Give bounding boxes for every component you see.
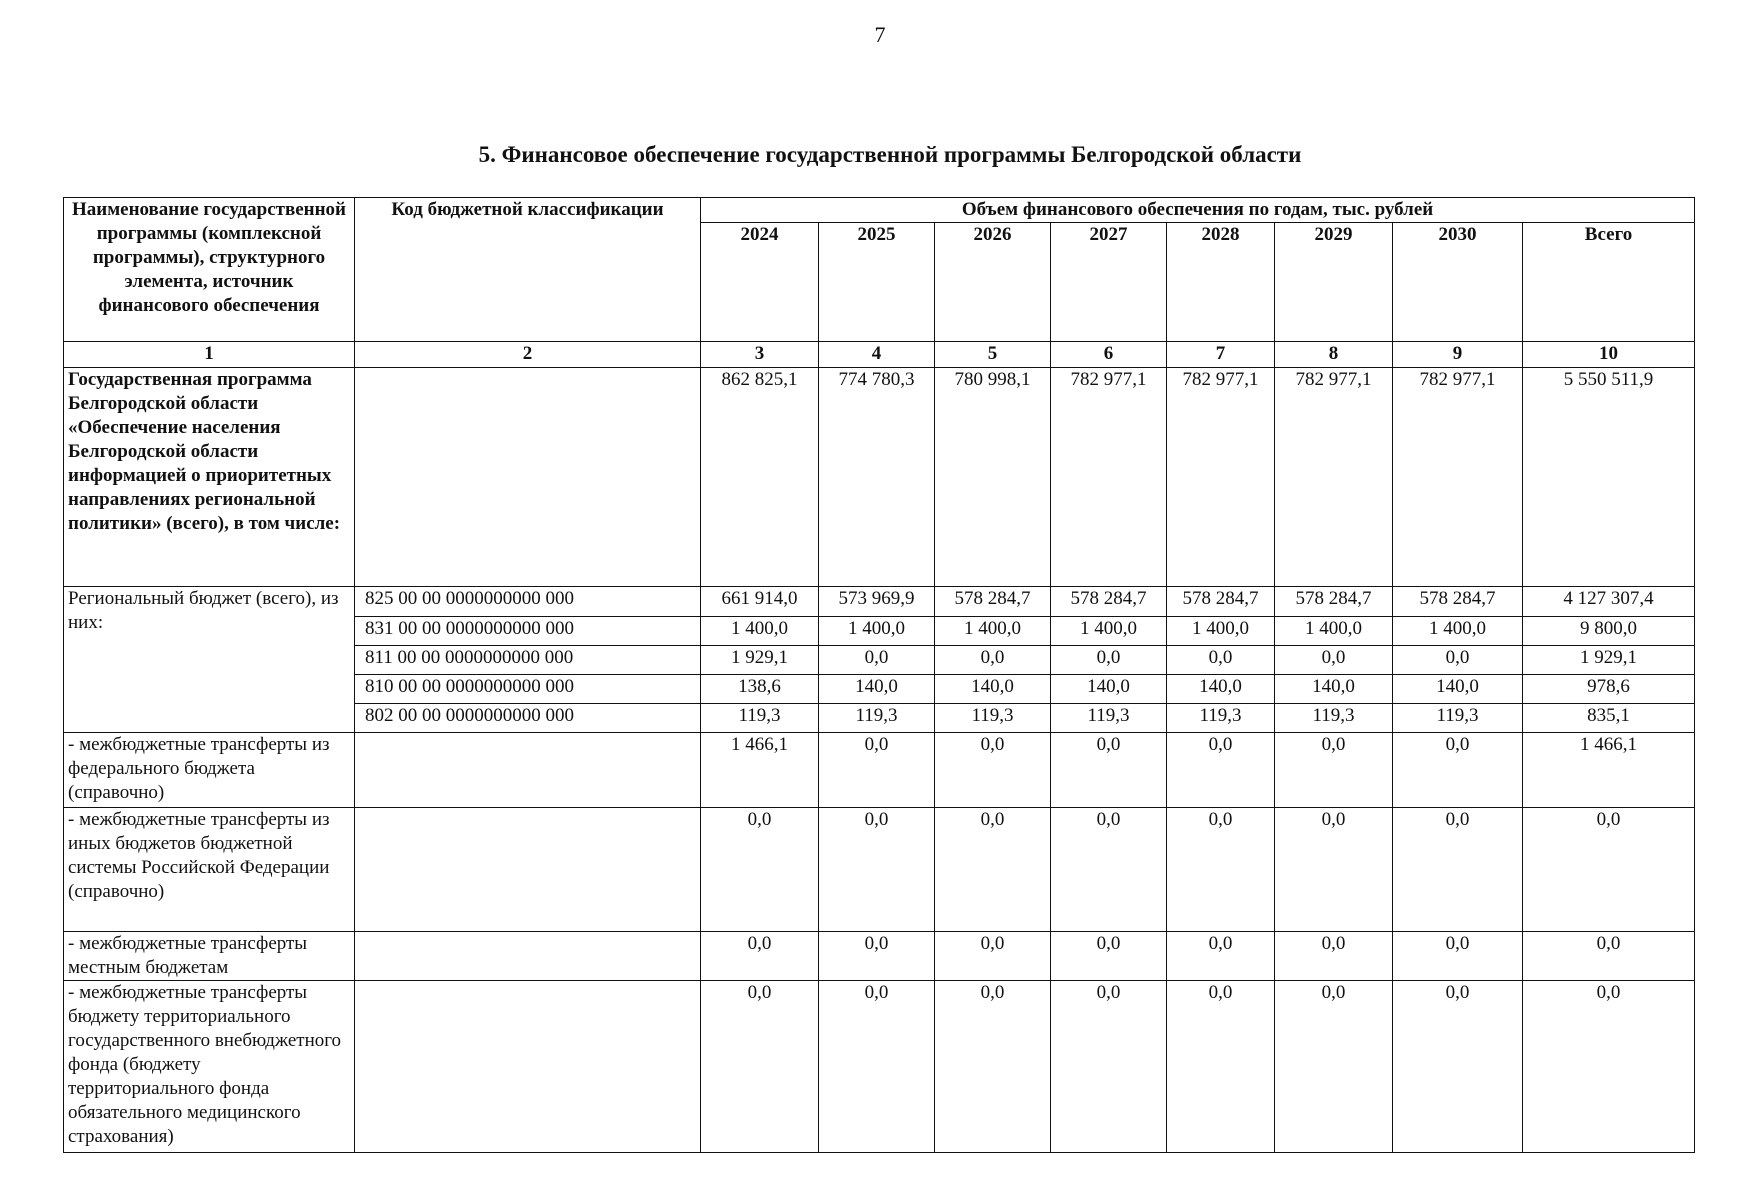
- value-cell: 0,0: [1393, 980, 1523, 1152]
- row-code: [355, 980, 701, 1152]
- header-year: 2030: [1393, 223, 1523, 342]
- financing-table: [63, 197, 1695, 1153]
- value-cell: 119,3: [1051, 704, 1167, 733]
- value-cell: 0,0: [819, 980, 935, 1152]
- value-cell: 0,0: [1167, 733, 1275, 807]
- value-cell: 1 929,1: [701, 645, 819, 674]
- value-cell: 1 400,0: [1051, 616, 1167, 645]
- value-cell: 0,0: [1051, 980, 1167, 1152]
- value-cell: 774 780,3: [819, 368, 935, 587]
- header-code: Код бюджетной классификации: [355, 198, 701, 342]
- column-index: 6: [1051, 341, 1167, 367]
- value-cell: 782 977,1: [1275, 368, 1393, 587]
- value-cell: 140,0: [1393, 674, 1523, 703]
- value-cell: 1 400,0: [935, 616, 1051, 645]
- value-cell: 0,0: [1275, 980, 1393, 1152]
- value-cell: 0,0: [701, 980, 819, 1152]
- value-cell: 0,0: [1051, 807, 1167, 931]
- value-cell: 578 284,7: [1275, 587, 1393, 616]
- value-cell: 978,6: [1523, 674, 1695, 703]
- header-year: 2026: [935, 223, 1051, 342]
- table-row-transfers-other: [64, 807, 1695, 931]
- value-cell: 0,0: [701, 807, 819, 931]
- header-total: Всего: [1523, 223, 1695, 342]
- row-name: Региональный бюджет (всего), из них:: [64, 587, 355, 733]
- value-cell: 0,0: [1523, 807, 1695, 931]
- value-cell: 835,1: [1523, 704, 1695, 733]
- value-cell: 0,0: [1051, 733, 1167, 807]
- value-cell: 0,0: [819, 807, 935, 931]
- value-cell: 119,3: [1393, 704, 1523, 733]
- value-cell: 0,0: [819, 931, 935, 980]
- value-cell: 119,3: [819, 704, 935, 733]
- header-year: 2025: [819, 223, 935, 342]
- column-index: 9: [1393, 341, 1523, 367]
- column-index: 4: [819, 341, 935, 367]
- column-index: 7: [1167, 341, 1275, 367]
- value-cell: 0,0: [935, 807, 1051, 931]
- value-cell: 0,0: [1167, 807, 1275, 931]
- value-cell: 782 977,1: [1393, 368, 1523, 587]
- row-code: [355, 368, 701, 587]
- value-cell: 0,0: [819, 733, 935, 807]
- row-code: [355, 807, 701, 931]
- value-cell: 140,0: [1051, 674, 1167, 703]
- value-cell: 0,0: [1523, 980, 1695, 1152]
- table-row-regional: [64, 587, 1695, 616]
- value-cell: 782 977,1: [1167, 368, 1275, 587]
- row-name: - межбюджетные трансферты местным бюджетам: [64, 931, 355, 980]
- value-cell: 1 400,0: [1393, 616, 1523, 645]
- value-cell: 0,0: [1051, 645, 1167, 674]
- header-year: 2029: [1275, 223, 1393, 342]
- value-cell: 0,0: [1393, 931, 1523, 980]
- value-cell: 4 127 307,4: [1523, 587, 1695, 616]
- value-cell: 0,0: [1275, 645, 1393, 674]
- header-name: Наименование государственной программы (комплексной программы), структурного элемента, источник финансового обеспечения: [64, 198, 355, 342]
- table-row-program: [64, 368, 1695, 587]
- value-cell: 0,0: [1393, 645, 1523, 674]
- value-cell: 1 466,1: [1523, 733, 1695, 807]
- value-cell: 782 977,1: [1051, 368, 1167, 587]
- section-title: 5. Финансовое обеспечение государственной программы Белгородской области: [478, 142, 1302, 167]
- value-cell: 0,0: [1275, 807, 1393, 931]
- header-row-1: [64, 198, 1695, 223]
- column-index: 1: [64, 341, 355, 367]
- row-name: - межбюджетные трансферты из иных бюджетов бюджетной системы Российской Федерации (справочно): [64, 807, 355, 931]
- value-cell: 578 284,7: [935, 587, 1051, 616]
- table-row-transfers-fund: [64, 980, 1695, 1152]
- value-cell: 1 400,0: [1275, 616, 1393, 645]
- value-cell: 0,0: [1167, 980, 1275, 1152]
- value-cell: 0,0: [819, 645, 935, 674]
- value-cell: 119,3: [1167, 704, 1275, 733]
- value-cell: 578 284,7: [1167, 587, 1275, 616]
- value-cell: 780 998,1: [935, 368, 1051, 587]
- row-name: - межбюджетные трансферты из федерального бюджета (справочно): [64, 733, 355, 807]
- value-cell: 0,0: [701, 931, 819, 980]
- value-cell: 140,0: [1167, 674, 1275, 703]
- value-cell: 1 400,0: [819, 616, 935, 645]
- table-row-transfers-local: [64, 931, 1695, 980]
- row-name: Государственная программа Белгородской области «Обеспечение населения Белгородской области информацией о приоритетных направлениях региональной политики» (всего), в том числе:: [64, 368, 355, 587]
- value-cell: 1 929,1: [1523, 645, 1695, 674]
- row-code: [355, 931, 701, 980]
- value-cell: 1 466,1: [701, 733, 819, 807]
- value-cell: 0,0: [1523, 931, 1695, 980]
- column-index: 10: [1523, 341, 1695, 367]
- value-cell: 119,3: [1275, 704, 1393, 733]
- value-cell: 119,3: [701, 704, 819, 733]
- column-index: 8: [1275, 341, 1393, 367]
- row-code: 810 00 00 0000000000 000: [355, 674, 701, 703]
- value-cell: 862 825,1: [701, 368, 819, 587]
- value-cell: 140,0: [935, 674, 1051, 703]
- value-cell: 0,0: [1275, 931, 1393, 980]
- value-cell: 0,0: [935, 980, 1051, 1152]
- value-cell: 140,0: [1275, 674, 1393, 703]
- row-code: 831 00 00 0000000000 000: [355, 616, 701, 645]
- row-name: - межбюджетные трансферты бюджету территориального государственного внебюджетного фонда (бюджету территориального фонда обязательного медицинского страхования): [64, 980, 355, 1152]
- column-index: 5: [935, 341, 1051, 367]
- value-cell: 119,3: [935, 704, 1051, 733]
- column-index: 3: [701, 341, 819, 367]
- value-cell: 0,0: [1051, 931, 1167, 980]
- value-cell: 0,0: [1393, 733, 1523, 807]
- value-cell: 0,0: [935, 733, 1051, 807]
- page-number: 7: [874, 22, 886, 47]
- value-cell: 1 400,0: [701, 616, 819, 645]
- value-cell: 578 284,7: [1393, 587, 1523, 616]
- header-year: 2028: [1167, 223, 1275, 342]
- column-index-row: [64, 341, 1695, 367]
- value-cell: 661 914,0: [701, 587, 819, 616]
- value-cell: 0,0: [1275, 733, 1393, 807]
- value-cell: 5 550 511,9: [1523, 368, 1695, 587]
- header-volume: Объем финансового обеспечения по годам, тыс. рублей: [701, 198, 1695, 223]
- row-code: 802 00 00 0000000000 000: [355, 704, 701, 733]
- value-cell: 0,0: [1393, 807, 1523, 931]
- value-cell: 0,0: [1167, 931, 1275, 980]
- value-cell: 578 284,7: [1051, 587, 1167, 616]
- value-cell: 9 800,0: [1523, 616, 1695, 645]
- column-index: 2: [355, 341, 701, 367]
- value-cell: 0,0: [935, 645, 1051, 674]
- row-code: [355, 733, 701, 807]
- row-code: 811 00 00 0000000000 000: [355, 645, 701, 674]
- value-cell: 138,6: [701, 674, 819, 703]
- value-cell: 573 969,9: [819, 587, 935, 616]
- value-cell: 0,0: [1167, 645, 1275, 674]
- value-cell: 140,0: [819, 674, 935, 703]
- header-year: 2024: [701, 223, 819, 342]
- table-row-transfers-federal: [64, 733, 1695, 807]
- value-cell: 1 400,0: [1167, 616, 1275, 645]
- header-year: 2027: [1051, 223, 1167, 342]
- row-code: 825 00 00 0000000000 000: [355, 587, 701, 616]
- value-cell: 0,0: [935, 931, 1051, 980]
